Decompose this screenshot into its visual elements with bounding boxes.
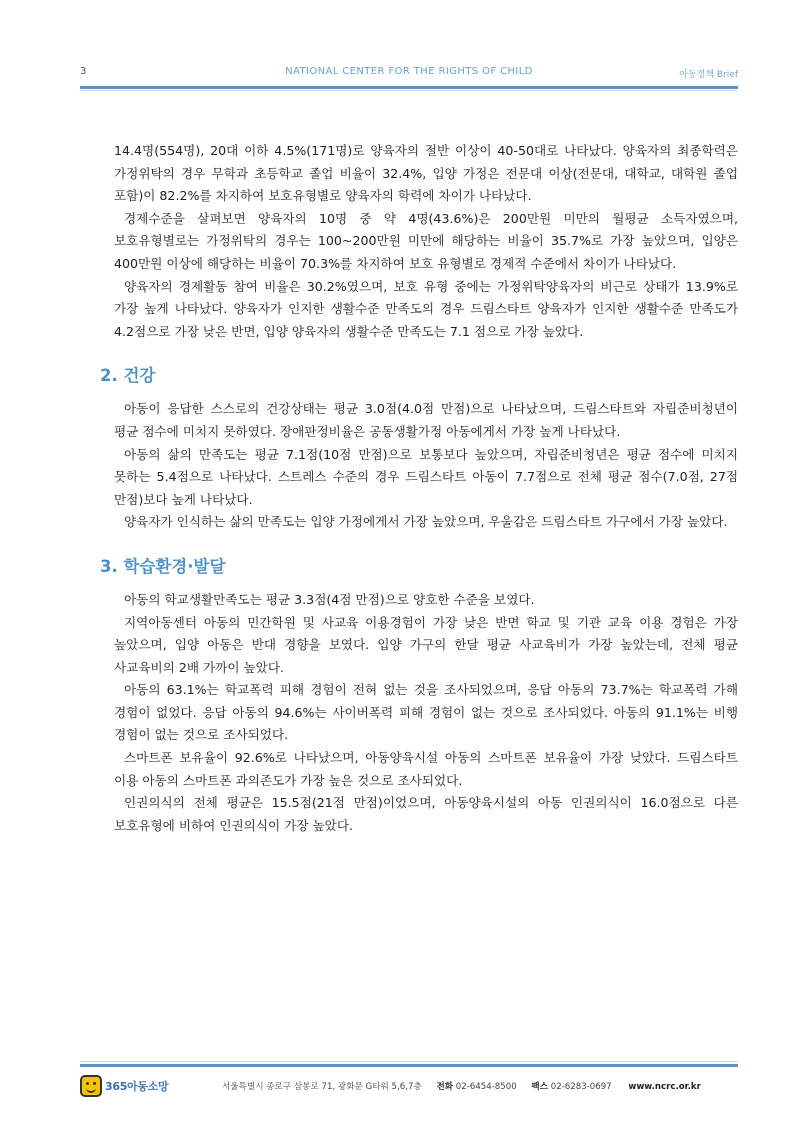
section-title-health: 2. 건강: [100, 366, 156, 386]
intro-paragraph: 14.4명(554명), 20대 이하 4.5%(171명)로 양육자의 절반 이상이 40-50대로 나타났다. 양육자의 최종학력은 가정위탁의 경우 무학과 초등학교 졸업 비율이 32.4%, 입양 가정은 전문대 이상(전문대, 대학교, 대학원 졸업 포함)이 82.2%를 차지하여 보호유형별로 양육자의 학력에 차이가 나타났다.: [114, 143, 738, 204]
header-rule-thin: [80, 90, 738, 91]
document-body: [100, 140, 738, 837]
footer-rule: [80, 1064, 738, 1067]
learning-paragraph: 아동의 63.1%는 학교폭력 피해 경험이 전혀 없는 것을 조사되었으며, 응답 아동의 73.7%는 학교폭력 가해 경험이 없었다. 응답 아동의 94.6%는 사이버폭력 피해 경험이 없는 것으로 조사되었다. 아동의 91.1%는 비행 경험이 없는 것으로 조사되었다.: [114, 682, 738, 743]
website-link[interactable]: www.ncrc.or.kr: [628, 1082, 701, 1092]
phone-label: 전화: [436, 1082, 454, 1092]
fax-label: 팩스: [531, 1082, 549, 1092]
footer-contact: [222, 1080, 701, 1092]
learning-paragraph: 스마트폰 보유율이 92.6%로 나타났으며, 아동양육시설 아동의 스마트폰 보유율이 가장 낮았다. 드림스타트 이용 아동의 스마트폰 과의존도가 가장 높은 것으로 조사되었다.: [114, 750, 738, 788]
intro-paragraph: 경제수준을 살펴보면 양육자의 10명 중 약 4명(43.6%)은 200만원 미만의 월평균 소득자였으며, 보호유형별로는 가정위탁의 경우는 100~200만원 미만에 해당하는 비율이 35.7%로 가장 높았으며, 입양은 400만원 이상에 해당하는 비율이 70.3%를 차지하여 보호 유형별로 경제적 수준에서 차이가 나타났다.: [114, 210, 738, 271]
section-title-learning: 3. 학습환경·발달: [100, 556, 226, 576]
health-paragraph: 아동의 삶의 만족도는 평균 7.1점(10점 만점)으로 보통보다 높았으며, 자립준비청년은 평균 점수에 미치지 못하는 5.4점으로 나타났다. 스트레스 수준의 경우 드림스타트 아동이 7.7점으로 전체 평균 점수(7.0점, 27점 만점)보다 높게 나타났다.: [114, 446, 738, 507]
page-header: [80, 62, 738, 82]
header-brief-label: 아동정책 Brief: [679, 70, 738, 80]
page-footer: [80, 1072, 738, 1098]
organization-logo: [80, 1074, 168, 1098]
footer-address: 서울특별시 종로구 삼봉로 71, 광화문 G타워 5,6,7층: [222, 1082, 422, 1092]
page-number: 3: [80, 66, 87, 77]
footer-rule-thin: [80, 1061, 738, 1062]
health-paragraph: 아동이 응답한 스스로의 건강상태는 평균 3.0점(4.0점 만점)으로 나타났으며, 드림스타트와 자립준비청년이 평균 점수에 미치지 못하였다. 장애판정비율은 공동생활가정 아동에게서 가장 높게 나타났다.: [114, 401, 738, 439]
learning-paragraph: 아동의 학교생활만족도는 평균 3.3점(4점 만점)으로 양호한 수준을 보였다.: [124, 591, 535, 607]
health-paragraph: 양육자가 인식하는 삶의 만족도는 입양 가정에게서 가장 높았으며, 우울감은 드림스타트 가구에서 가장 높았다.: [124, 514, 728, 530]
logo-text: 365아동소망: [105, 1080, 169, 1093]
header-rule: [80, 86, 738, 89]
phone-number: 02-6454-8500: [455, 1082, 517, 1092]
header-title: NATIONAL CENTER FOR THE RIGHTS OF CHILD: [285, 66, 533, 77]
learning-paragraph: 인권의식의 전체 평균은 15.5점(21점 만점)이었으며, 아동양육시설의 아동 인권의식이 16.0점으로 다른 보호유형에 비하여 인권의식이 가장 높았다.: [114, 795, 738, 833]
smiley-logo-icon: [80, 1075, 102, 1097]
intro-paragraph: 양육자의 경제활동 참여 비율은 30.2%였으며, 보호 유형 중에는 가정위탁양육자의 비근로 상태가 13.9%로 가장 높게 나타났다. 양육자가 인지한 생활수준 만족도의 경우 드림스타트 양육자가 인지한 생활수준 만족도가 4.2점으로 가장 낮은 반면, 입양 양육자의 생활수준 만족도는 7.1 점으로 가장 높았다.: [114, 278, 738, 339]
fax-number: 02-6283-0697: [550, 1082, 612, 1092]
learning-paragraph: 지역아동센터 아동의 민간학원 및 사교육 이용경험이 가장 낮은 반면 학교 및 기관 교육 이용 경험은 가장 높았으며, 입양 아동은 반대 경향을 보였다. 입양 가구의 한달 평균 사교육비가 가장 높았는데, 전체 평균 사교육비의 2배 가까이 높았다.: [114, 614, 738, 675]
